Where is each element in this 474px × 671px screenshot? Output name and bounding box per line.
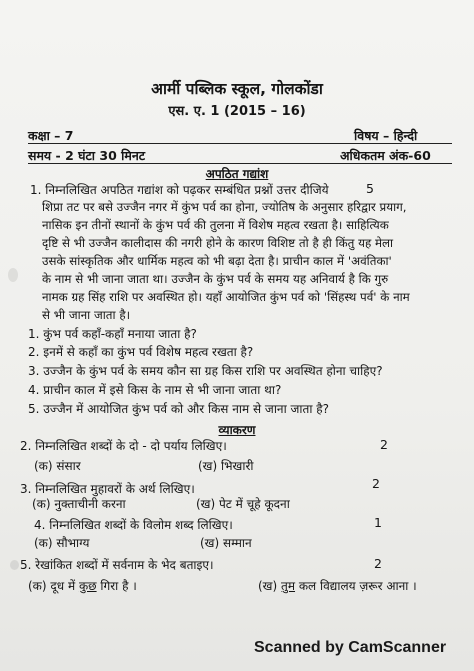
passage-line: के नाम से भी जाना जाता था। उज्जैन के कुंभ पर्व के समय यह अनिवार्य है कि गुरु [42,272,389,286]
section-title-unseen-passage: अपठित गद्यांश [205,167,269,181]
header-rule-top [28,143,452,144]
scanner-watermark: Scanned by CamScanner [254,639,447,656]
scan-smudge [10,560,19,570]
school-name: आर्मी पब्लिक स्कूल, गोलकोंडा [151,80,323,98]
question-3-prompt: 3. निम्नलिखित मुहावरों के अर्थ लिखिए। [20,482,195,496]
passage-question: 3. उज्जैन के कुंभ पर्व के समय कौन सा ग्रह किस राशि पर अवस्थित होना चाहिए? [28,364,383,378]
question-2-part-a: (क) संसार [34,459,81,473]
passage-line: शिप्रा तट पर बसे उज्जैन नगर में कुंभ पर्व का होना, ज्योतिष के अनुसार हरिद्वार प्रयाग, [42,200,407,214]
question-4-part-a: (क) सौभाग्य [34,536,90,550]
passage-question: 4. प्राचीन काल में इसे किस के नाम से भी जाना जाता था? [28,383,282,397]
subject-label: विषय – हिन्दी [354,128,418,143]
question-2-prompt: 2. निम्नलिखित शब्दों के दो - दो पर्याय लिखिए। [20,439,227,453]
section-title-grammar: व्याकरण [218,423,256,437]
passage-question: 5. उज्जैन में आयोजित कुंभ पर्व को और किस नाम से जाना जाता है? [28,402,330,416]
question-1-marks: 5 [366,181,374,196]
question-4-marks: 1 [374,515,382,530]
question-3-part-b: (ख) पेट में चूहे कूदना [196,497,290,511]
question-5-part-b [258,577,417,594]
question-3-marks: 2 [372,476,380,491]
question-3-part-a: (क) नुक्ताचीनी करना [32,497,126,511]
header-rule-bottom [28,163,452,164]
question-5-prompt: 5. रेखांकित शब्दों में सर्वनाम के भेद बताइए। [20,558,214,572]
question-5-part-a-suffix: गिरा है । [96,579,137,593]
question-4-prompt: 4. निम्नलिखित शब्दों के विलोम शब्द लिखिए। [34,518,233,532]
passage-line: दृष्टि से भी उज्जैन कालीदास की नगरी होने के कारण विशिष्ट तो है ही किंतु यह मेला [42,236,394,250]
question-5-part-a [28,577,137,594]
passage-line: नामक ग्रह सिंह राशि पर अवस्थित हो। यहाँ आयोजित कुंभ पर्व को 'सिंहस्थ पर्व' के नाम [42,290,410,304]
time-label: समय - 2 घंटा 30 मिनट [28,148,146,163]
question-5-marks: 2 [374,556,382,571]
question-2-marks: 2 [380,437,388,452]
passage-line: नासिक इन तीनों स्थानों के कुंभ पर्व की तुलना में विशेष महत्व रखता है। साहित्यिक [42,218,389,232]
question-5-part-b-suffix: कल विद्यालय ज़रूर आना । [295,579,417,593]
question-4-part-b: (ख) सम्मान [200,536,252,550]
exam-title: एस. ए. 1 (2015 – 16) [168,104,306,119]
scan-smudge [8,268,18,282]
passage-line: उसके सांस्कृतिक और धार्मिक महत्व को भी बढ़ा देता है। प्राचीन काल में 'अवंतिका' [42,254,392,268]
max-marks-label: अधिकतम अंक-60 [340,148,431,163]
question-1-prompt: 1. निम्नलिखित अपठित गद्यांश को पढ़कर सम्बंधित प्रश्नों उत्तर दीजिये [30,183,329,197]
question-5-part-b-prefix: (ख) [258,579,281,593]
passage-question: 1. कुंभ पर्व कहाँ-कहाँ मनाया जाता है? [28,327,197,341]
passage-line: से भी जाना जाता है। [42,308,131,322]
passage-question: 2. इनमें से कहाँ का कुंभ पर्व विशेष महत्व रखता है? [28,345,254,359]
underlined-word: कुछ [78,579,97,593]
question-2-part-b: (ख) भिखारी [198,459,254,473]
question-5-part-a-prefix: (क) दूध में [28,579,79,593]
underlined-word: तुम [281,579,296,593]
class-label: कक्षा – 7 [28,128,74,143]
